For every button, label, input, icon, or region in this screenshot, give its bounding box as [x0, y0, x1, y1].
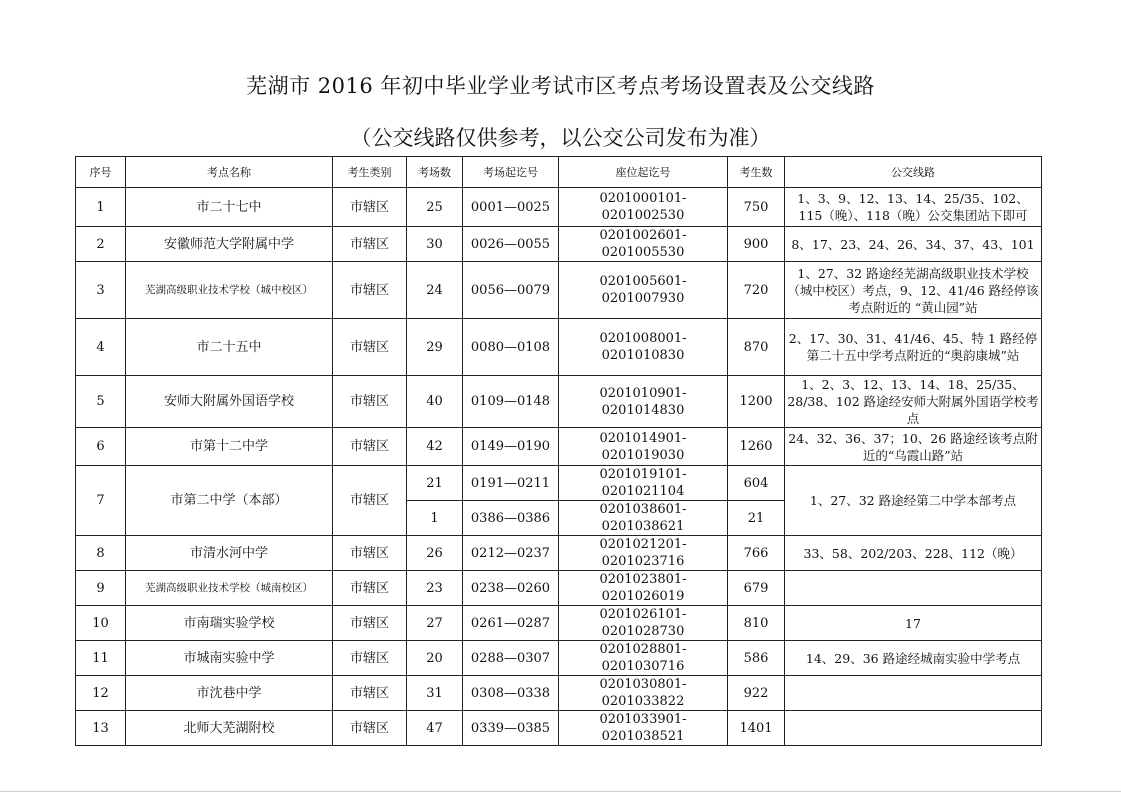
bus-routes: [785, 571, 1042, 606]
seat-range: 0201008001-0201010830: [559, 319, 728, 376]
page-subtitle: （公交线路仅供参考，以公交公司发布为准）: [350, 126, 771, 150]
student-count: 922: [728, 676, 785, 711]
header-no: 序号: [76, 157, 126, 188]
bus-routes: 1、27、32 路途经第二中学本部考点: [785, 466, 1042, 536]
table-row: [76, 711, 1042, 746]
header-bus-routes: 公交线路: [785, 157, 1042, 188]
room-range: 0026—0055: [463, 227, 559, 262]
header-room-count: 考场数: [407, 157, 463, 188]
table-row: [76, 188, 1042, 227]
site-name: 安师大附属外国语学校: [126, 376, 333, 428]
table-row: [76, 466, 1042, 501]
seat-range: 0201002601-0201005530: [559, 227, 728, 262]
bus-routes: 14、29、36 路途经城南实验中学考点: [785, 641, 1042, 676]
header-category: 考生类别: [333, 157, 407, 188]
row-no: 7: [76, 466, 126, 536]
seat-range: 0201014901-0201019030: [559, 428, 728, 466]
table-row: [76, 641, 1042, 676]
seat-range: 0201019101-0201021104: [559, 466, 728, 501]
bus-routes: [785, 711, 1042, 746]
room-range: 0212—0237: [463, 536, 559, 571]
student-count: 1200: [728, 376, 785, 428]
row-no: 10: [76, 606, 126, 641]
site-name: 芜湖高级职业技术学校（城南校区）: [126, 571, 333, 606]
table-row: [76, 606, 1042, 641]
row-no: 9: [76, 571, 126, 606]
bus-routes: 1、2、3、12、13、14、18、25/35、28/38、102 路途经安师大附属外国语学校考点: [785, 376, 1042, 428]
category: 市辖区: [333, 227, 407, 262]
row-no: 12: [76, 676, 126, 711]
room-count: 1: [407, 501, 463, 536]
room-range: 0238—0260: [463, 571, 559, 606]
room-range: 0386—0386: [463, 501, 559, 536]
room-count: 31: [407, 676, 463, 711]
bus-routes: 17: [785, 606, 1042, 641]
room-range: 0001—0025: [463, 188, 559, 227]
room-count: 29: [407, 319, 463, 376]
row-no: 8: [76, 536, 126, 571]
seat-range: 0201005601-0201007930: [559, 262, 728, 319]
category: 市辖区: [333, 319, 407, 376]
student-count: 750: [728, 188, 785, 227]
room-count: 30: [407, 227, 463, 262]
page-bottom-divider: [0, 791, 1121, 792]
room-range: 0056—0079: [463, 262, 559, 319]
room-range: 0339—0385: [463, 711, 559, 746]
site-name: 芜湖高级职业技术学校（城中校区）: [126, 262, 333, 319]
table-row: [76, 536, 1042, 571]
category: 市辖区: [333, 571, 407, 606]
table-row: [76, 319, 1042, 376]
row-no: 4: [76, 319, 126, 376]
table-header-row: [76, 157, 1042, 188]
seat-range: 0201026101-0201028730: [559, 606, 728, 641]
room-range: 0288—0307: [463, 641, 559, 676]
room-count: 42: [407, 428, 463, 466]
bus-routes: 24、32、36、37；10、26 路途经该考点附近的“乌霞山路”站: [785, 428, 1042, 466]
row-no: 11: [76, 641, 126, 676]
site-name: 市二十七中: [126, 188, 333, 227]
category: 市辖区: [333, 376, 407, 428]
student-count: 900: [728, 227, 785, 262]
category: 市辖区: [333, 641, 407, 676]
category: 市辖区: [333, 188, 407, 227]
student-count: 679: [728, 571, 785, 606]
seat-range: 0201030801-0201033822: [559, 676, 728, 711]
category: 市辖区: [333, 711, 407, 746]
room-count: 40: [407, 376, 463, 428]
seat-range: 0201028801-0201030716: [559, 641, 728, 676]
row-no: 2: [76, 227, 126, 262]
category: 市辖区: [333, 676, 407, 711]
room-range: 0261—0287: [463, 606, 559, 641]
category: 市辖区: [333, 466, 407, 536]
room-count: 25: [407, 188, 463, 227]
site-name: 市清水河中学: [126, 536, 333, 571]
student-count: 810: [728, 606, 785, 641]
bus-routes: [785, 676, 1042, 711]
room-count: 21: [407, 466, 463, 501]
room-count: 24: [407, 262, 463, 319]
student-count: 766: [728, 536, 785, 571]
student-count: 1401: [728, 711, 785, 746]
seat-range: 0201033901-0201038521: [559, 711, 728, 746]
seat-range: 0201021201-0201023716: [559, 536, 728, 571]
room-count: 27: [407, 606, 463, 641]
room-count: 47: [407, 711, 463, 746]
student-count: 1260: [728, 428, 785, 466]
student-count: 870: [728, 319, 785, 376]
seat-range: 0201038601-0201038621: [559, 501, 728, 536]
table-row: [76, 571, 1042, 606]
student-count: 21: [728, 501, 785, 536]
row-no: 6: [76, 428, 126, 466]
category: 市辖区: [333, 262, 407, 319]
row-no: 3: [76, 262, 126, 319]
site-name: 市二十五中: [126, 319, 333, 376]
header-seat-range: 座位起讫号: [559, 157, 728, 188]
bus-routes: 1、3、9、12、13、14、25/35、102、115（晚）、118（晚）公交集团站下即可: [785, 188, 1042, 227]
category: 市辖区: [333, 428, 407, 466]
seat-range: 0201010901-0201014830: [559, 376, 728, 428]
room-range: 0308—0338: [463, 676, 559, 711]
room-count: 26: [407, 536, 463, 571]
row-no: 1: [76, 188, 126, 227]
room-range: 0149—0190: [463, 428, 559, 466]
room-range: 0080—0108: [463, 319, 559, 376]
header-site-name: 考点名称: [126, 157, 333, 188]
page-title: 芜湖市 2016 年初中毕业学业考试市区考点考场设置表及公交线路: [246, 74, 875, 98]
table-row: [76, 428, 1042, 466]
table-row: [76, 376, 1042, 428]
student-count: 586: [728, 641, 785, 676]
seat-range: 0201000101-0201002530: [559, 188, 728, 227]
header-student-count: 考生数: [728, 157, 785, 188]
header-room-range: 考场起讫号: [463, 157, 559, 188]
site-name: 北师大芜湖附校: [126, 711, 333, 746]
bus-routes: 1、27、32 路途经芜湖高级职业技术学校（城中校区）考点，9、12、41/46 路经停该考点附近的 “黄山园”站: [785, 262, 1042, 319]
site-name: 市沈巷中学: [126, 676, 333, 711]
table-row: [76, 676, 1042, 711]
category: 市辖区: [333, 536, 407, 571]
room-count: 23: [407, 571, 463, 606]
row-no: 13: [76, 711, 126, 746]
exam-site-table: [75, 156, 1042, 746]
student-count: 720: [728, 262, 785, 319]
room-range: 0191—0211: [463, 466, 559, 501]
bus-routes: 2、17、30、31、41/46、45、特 1 路经停第二十五中学考点附近的“奥韵康城”站: [785, 319, 1042, 376]
row-no: 5: [76, 376, 126, 428]
site-name: 安徽师范大学附属中学: [126, 227, 333, 262]
site-name: 市南瑞实验学校: [126, 606, 333, 641]
site-name: 市城南实验中学: [126, 641, 333, 676]
table-row: [76, 262, 1042, 319]
category: 市辖区: [333, 606, 407, 641]
seat-range: 0201023801-0201026019: [559, 571, 728, 606]
site-name: 市第二中学（本部）: [126, 466, 333, 536]
student-count: 604: [728, 466, 785, 501]
bus-routes: 33、58、202/203、228、112（晚）: [785, 536, 1042, 571]
room-range: 0109—0148: [463, 376, 559, 428]
site-name: 市第十二中学: [126, 428, 333, 466]
table-row: [76, 227, 1042, 262]
room-count: 20: [407, 641, 463, 676]
bus-routes: 8、17、23、24、26、34、37、43、101: [785, 227, 1042, 262]
